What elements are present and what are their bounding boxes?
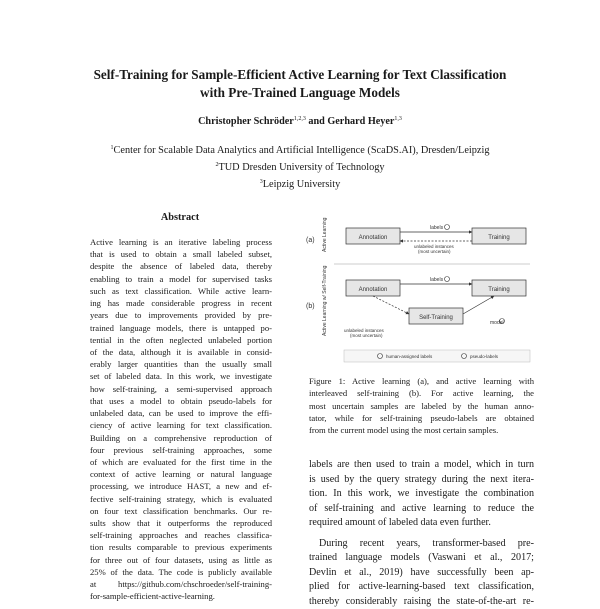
abstract-line: ciency of active learning for text classification. xyxy=(90,419,272,431)
affiliations xyxy=(40,141,560,192)
panel-label-a: (a) xyxy=(306,237,315,244)
figure-caption xyxy=(309,375,534,436)
abstract-line: of the data, although it is available in consid- xyxy=(90,346,272,358)
caption-line: tator, while for self-training pseudo-labels are obtained xyxy=(309,412,534,424)
abstract-line: for-sample-efficient-active-learning. xyxy=(90,590,272,602)
abstract-line: Building on a comprehensive reproduction of xyxy=(90,432,272,444)
affiliation-1 xyxy=(40,141,560,158)
abstract-line: of which are evaluated for the first time in the xyxy=(90,456,272,468)
labels-text-a: labels xyxy=(430,225,444,231)
abstract-line: at https://github.com/chschroeder/self-training- xyxy=(90,578,272,590)
unlabeled-text-b: unlabeled instances xyxy=(344,328,385,333)
abstract-line: years due to improvements provided by pre- xyxy=(90,309,272,321)
annotation-label-b: Annotation xyxy=(359,287,388,293)
body-line: During recent years, transformer-based pre- xyxy=(309,537,534,552)
affil-sup: 1 xyxy=(111,145,114,151)
training-label-b: Training xyxy=(488,287,509,293)
arrow-to-selftrain xyxy=(373,296,409,314)
author-affil-sup: 1,3 xyxy=(394,116,402,122)
body-paragraph-1 xyxy=(309,458,534,531)
abstract-line: sults show that it outperforms the reproduced xyxy=(90,517,272,529)
model-text: model xyxy=(490,320,504,326)
unlabeled-text-a2: (most uncertain) xyxy=(418,249,451,254)
abstract-line: processing, we introduce HAST, a new and ef- xyxy=(90,480,272,492)
body-line: Devlin et al., 2019) have successfully been ap- xyxy=(309,566,534,581)
caption-line: from the current model using the most certain samples. xyxy=(309,424,534,436)
abstract-line: for three out of four datasets, using as little as xyxy=(90,554,272,566)
affil-text: Leipzig University xyxy=(263,179,341,190)
body-line: is used by the query strategy during the next itera- xyxy=(309,473,534,488)
abstract-line: erably larger quantities than the usually small xyxy=(90,358,272,370)
body-line: thereby considerably raising the state-of-the-art re- xyxy=(309,595,534,609)
abstract-line: four previous self-training approaches, some xyxy=(90,444,272,456)
annotation-label-a: Annotation xyxy=(359,235,388,241)
affil-text: TUD Dresden University of Technology xyxy=(218,162,384,173)
abstract-line: that uses a model to obtain pseudo-labels for xyxy=(90,395,272,407)
abstract-line: fective self-training strategy, which is evaluated xyxy=(90,493,272,505)
figure-legend xyxy=(344,350,530,362)
affil-text: Center for Scalable Data Analytics and Artificial Intelligence (ScaDS.AI), Dresden/Leipzig xyxy=(114,145,490,156)
body-line: of self-training and active learning to reduce the xyxy=(309,502,534,517)
figure-1-diagram xyxy=(304,208,534,368)
panel-label-b: (b) xyxy=(306,303,315,310)
abstract-line: how self-training, a semi-supervised approach xyxy=(90,383,272,395)
abstract-heading: Abstract xyxy=(90,212,270,223)
abstract-line: enabling to train a model for supervised tasks xyxy=(90,273,272,285)
abstract-line: on four text classification benchmarks. Our re- xyxy=(90,505,272,517)
unlabeled-text-a: unlabeled instances xyxy=(414,244,455,249)
author-name: Gerhard Heyer xyxy=(327,116,394,127)
body-text xyxy=(309,458,534,609)
paper-title xyxy=(40,66,560,102)
legend-human-text: human-assigned labels xyxy=(386,354,433,359)
abstract-line: Active learning is an iterative labeling process xyxy=(90,236,272,248)
body-line: required amount of labeled data even further. xyxy=(309,516,534,531)
labels-text-b: labels xyxy=(430,277,444,283)
unlabeled-text-b2: (most uncertain) xyxy=(350,333,383,338)
side-label-a: Active Learning xyxy=(322,217,328,252)
abstract-line: unlabeled data, can be used to improve the effi- xyxy=(90,407,272,419)
abstract-line: such as text classification. While active learn- xyxy=(90,285,272,297)
abstract-line: that is used to obtain a small labeled subset, xyxy=(90,248,272,260)
abstract-line: 25% of the data. The code is publicly available xyxy=(90,566,272,578)
body-line: plied for active-learning-based text classification, xyxy=(309,580,534,595)
side-label-b: Active Learning w/ Self-Training xyxy=(322,265,328,336)
training-label-a: Training xyxy=(488,235,509,241)
title-line-1: Self-Training for Sample-Efficient Active Learning for Text Classification xyxy=(40,66,560,84)
caption-line: most uncertain samples are labeled by the human anno- xyxy=(309,400,534,412)
legend-pseudo-text: pseudo-labels xyxy=(470,354,499,359)
abstract-line: despite the absence of labeled data, thereby xyxy=(90,260,272,272)
affiliation-2 xyxy=(40,158,560,175)
human-label-icon-b xyxy=(445,277,450,282)
human-label-icon xyxy=(445,225,450,230)
author-list xyxy=(40,116,560,127)
affil-sup: 2 xyxy=(215,162,218,168)
abstract-line: tential in the often neglected unlabeled portion xyxy=(90,334,272,346)
abstract-line: context of active learning or natural language xyxy=(90,468,272,480)
abstract-line: ing has made considerable progress in recent xyxy=(90,297,272,309)
body-line: labels are then used to train a model, which in turn xyxy=(309,458,534,473)
self-training-label: Self-Training xyxy=(419,315,453,321)
affil-sup: 3 xyxy=(260,179,263,185)
body-paragraph-2 xyxy=(309,537,534,609)
arrow-selftrain-to-training xyxy=(463,296,494,314)
author-name: Christopher Schröder xyxy=(198,116,294,127)
abstract-line: set of labeled data. In this work, we investigate xyxy=(90,370,272,382)
affiliation-3 xyxy=(40,175,560,192)
body-line: trained language models (Vaswani et al., 2017; xyxy=(309,551,534,566)
abstract-line: trained language models, there is untapped po- xyxy=(90,322,272,334)
author-conj: and xyxy=(306,116,328,127)
caption-line: Figure 1: Active learning (a), and active learning with xyxy=(309,375,534,387)
abstract-line: self-training approaches and reaches classifica- xyxy=(90,529,272,541)
caption-line: interleaved self-training (b). For active learning, the xyxy=(309,387,534,399)
title-line-2: with Pre-Trained Language Models xyxy=(40,84,560,102)
author-affil-sup: 1,2,3 xyxy=(294,116,306,122)
abstract-line: tion results comparable to previous experiments xyxy=(90,541,272,553)
body-line: tion. In this work, we investigate the combination xyxy=(309,487,534,502)
abstract-text xyxy=(90,236,272,603)
